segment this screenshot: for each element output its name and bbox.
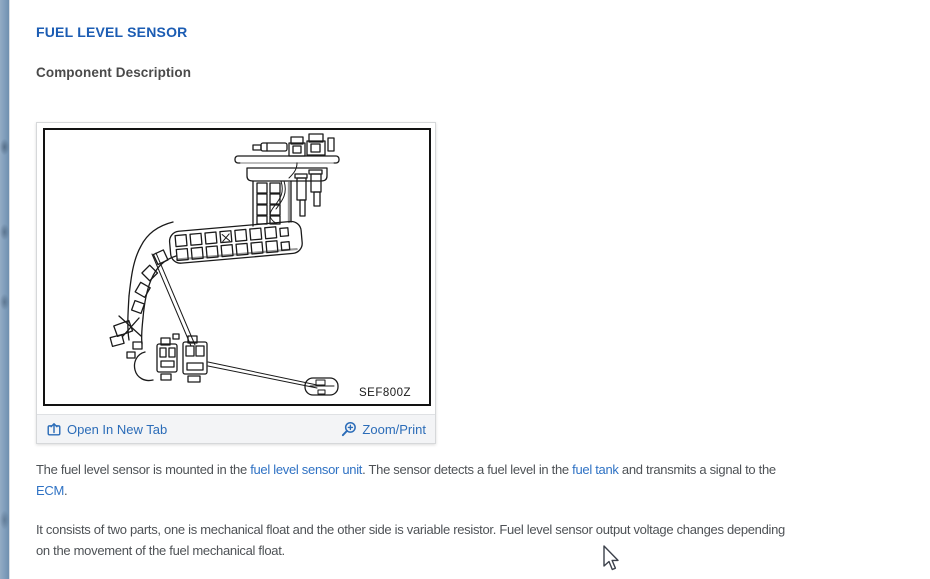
- p2-line-2: on the movement of the fuel mechanical float.: [36, 543, 285, 558]
- zoom-print-label: Zoom/Print: [362, 421, 426, 437]
- open-in-new-tab-icon: [46, 421, 62, 437]
- figure-image-wrap: [37, 123, 435, 414]
- fuel-sensor-diagram: [43, 128, 431, 406]
- figure-panel: [36, 122, 436, 444]
- mouse-cursor: [600, 544, 620, 574]
- p1-text-2: . The sensor detects a fuel level in the: [362, 462, 573, 477]
- paragraph-operation: [36, 519, 930, 561]
- figure-toolbar: [37, 414, 435, 443]
- fuel-level-sensor-unit-link[interactable]: fuel level sensor unit: [250, 462, 363, 477]
- open-in-new-tab-link[interactable]: [46, 421, 167, 437]
- p1-text-4: .: [64, 483, 68, 498]
- section-subtitle: Component Description: [36, 65, 192, 80]
- paragraph-description: [36, 459, 930, 501]
- ecm-link[interactable]: ECM: [36, 483, 64, 498]
- fuel-tank-link[interactable]: fuel tank: [572, 462, 619, 477]
- figure-code-label: SEF800Z: [359, 387, 412, 399]
- zoom-in-icon: [340, 421, 357, 438]
- zoom-print-link[interactable]: [340, 421, 426, 438]
- left-scrollbar[interactable]: [0, 0, 10, 579]
- p1-text-1: The fuel level sensor is mounted in the: [36, 462, 251, 477]
- page-title: FUEL LEVEL SENSOR: [36, 24, 188, 40]
- open-in-new-tab-label: Open In New Tab: [67, 421, 168, 437]
- p2-line-1: It consists of two parts, one is mechanical float and the other side is variable resistor. Fuel level sensor output voltage changes depending: [36, 522, 785, 537]
- p1-text-3: and transmits a signal to the: [618, 462, 776, 477]
